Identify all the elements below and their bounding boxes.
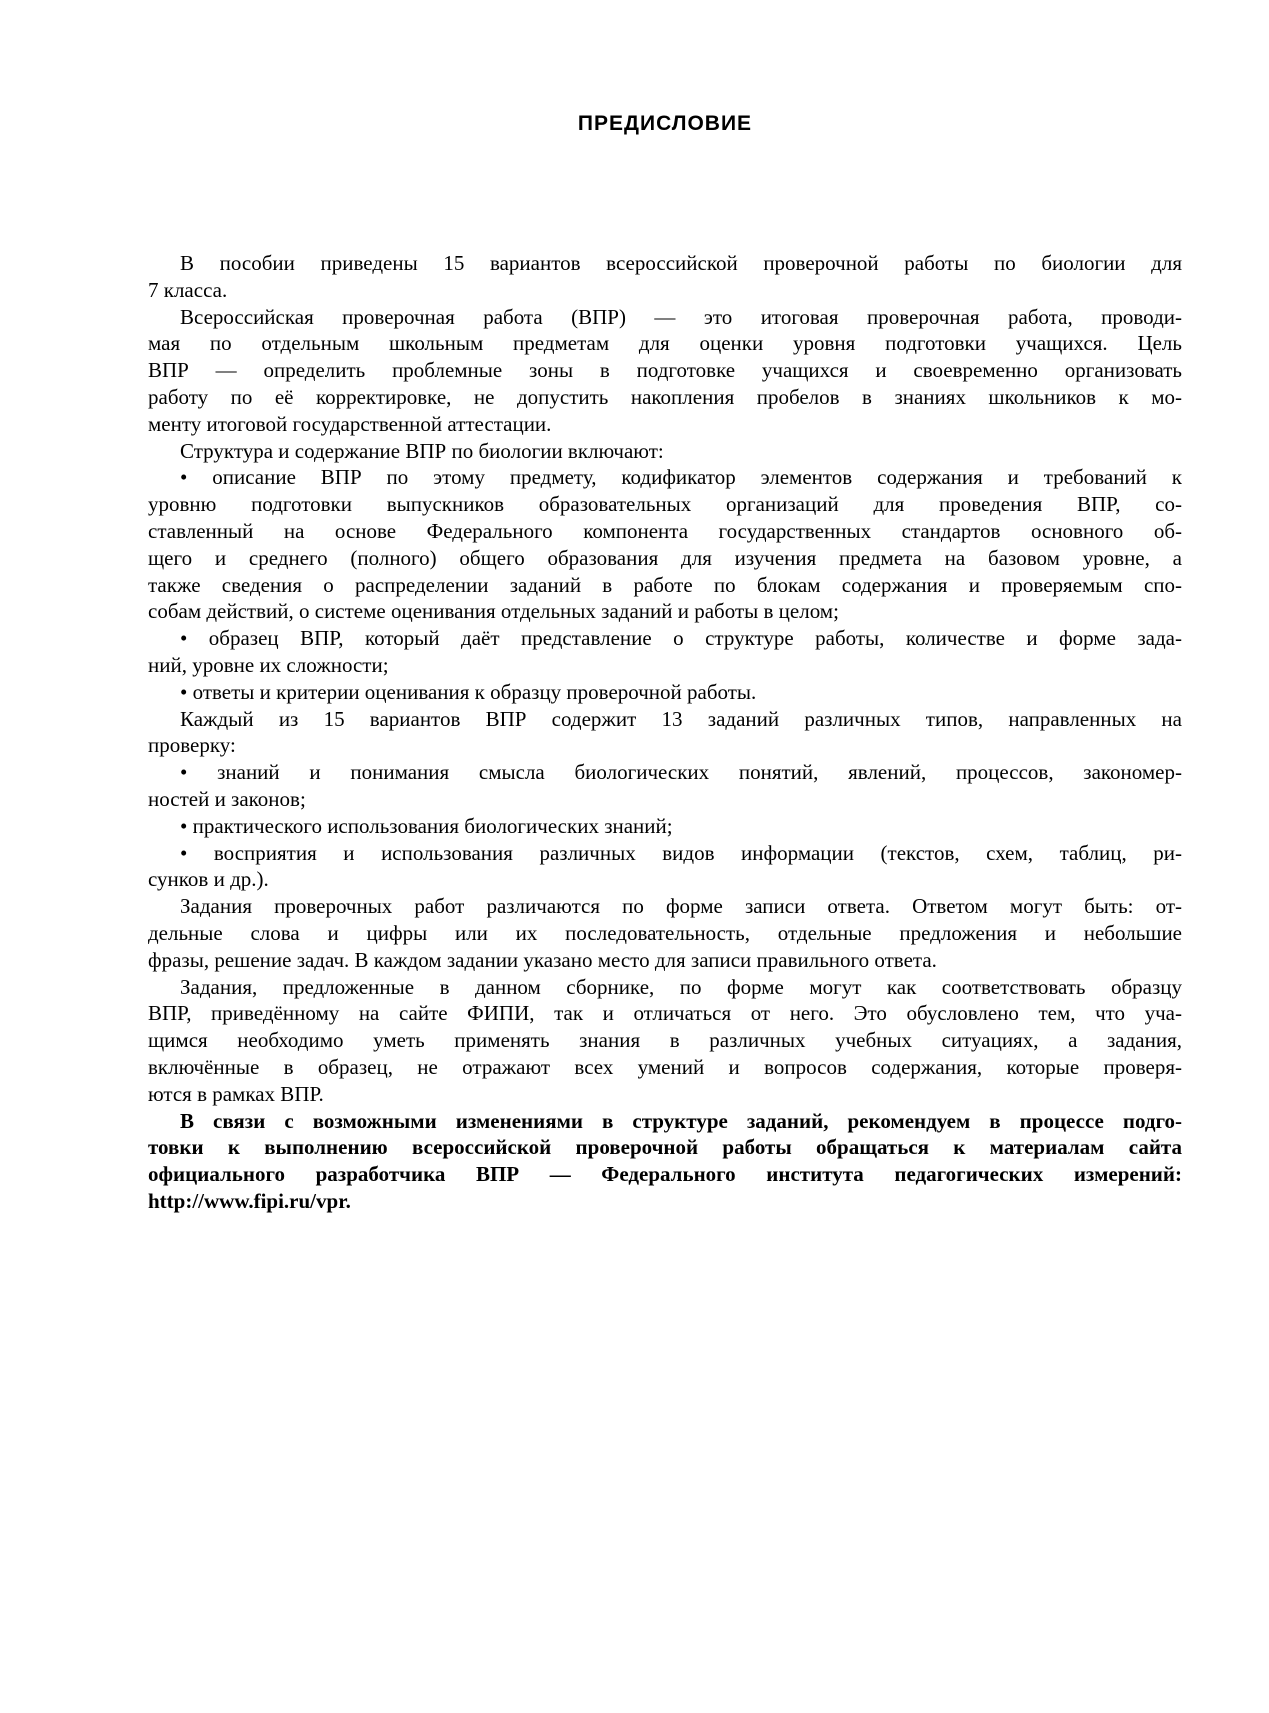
paragraph bbox=[148, 706, 1182, 760]
text-line: проверку: bbox=[148, 733, 236, 758]
paragraph bbox=[148, 679, 1182, 706]
text-line: щимся необходимо уметь применять знания в различных учебных ситуациях, а задания, bbox=[148, 1028, 1182, 1053]
text-line: В связи с возможными изменениями в структуре заданий, рекомендуем в процессе подго- bbox=[180, 1108, 1182, 1133]
paragraph bbox=[148, 759, 1182, 813]
paragraph bbox=[148, 464, 1182, 625]
text-line: уровню подготовки выпускников образовательных организаций для проведения ВПР, со- bbox=[148, 492, 1182, 517]
paragraph bbox=[148, 1108, 1182, 1215]
text-line: дельные слова и цифры или их последовательность, отдельные предложения и небольшие bbox=[148, 920, 1182, 945]
text-line: Каждый из 15 вариантов ВПР содержит 13 заданий различных типов, направленных на bbox=[180, 706, 1182, 731]
text-line: • ответы и критерии оценивания к образцу проверочной работы. bbox=[180, 679, 757, 704]
text-line: мая по отдельным школьным предметам для оценки уровня подготовки учащихся. Цель bbox=[148, 331, 1182, 356]
paragraph bbox=[148, 974, 1182, 1108]
text-line: • описание ВПР по этому предмету, кодификатор элементов содержания и требований к bbox=[180, 465, 1182, 490]
paragraph bbox=[148, 304, 1182, 438]
text-line: товки к выполнению всероссийской проверочной работы обращаться к материалам сайта bbox=[148, 1135, 1182, 1160]
text-line: работу по её корректировке, не допустить накопления пробелов в знаниях школьников к мо- bbox=[148, 384, 1182, 409]
text-line: 7 класса. bbox=[148, 277, 228, 302]
text-line: ностей и законов; bbox=[148, 786, 306, 811]
body-text bbox=[148, 250, 1182, 1215]
paragraph bbox=[148, 438, 1182, 465]
paragraph bbox=[148, 893, 1182, 973]
text-line: ВПР, приведённому на сайте ФИПИ, так и отличаться от него. Это обусловлено тем, что уча- bbox=[148, 1001, 1182, 1026]
text-line: менту итоговой государственной аттестации. bbox=[148, 411, 552, 436]
paragraph bbox=[148, 840, 1182, 894]
text-line: ются в рамках ВПР. bbox=[148, 1081, 324, 1106]
text-line: http://www.fipi.ru/vpr. bbox=[148, 1188, 351, 1213]
text-line: Задания, предложенные в данном сборнике, по форме могут как соответствовать образцу bbox=[180, 974, 1182, 999]
text-line: включённые в образец, не отражают всех умений и вопросов содержания, которые проверя- bbox=[148, 1054, 1182, 1079]
text-line: Структура и содержание ВПР по биологии включают: bbox=[180, 438, 664, 463]
text-line: официального разработчика ВПР — Федерального института педагогических измерений: bbox=[148, 1162, 1182, 1187]
text-line: • образец ВПР, который даёт представление о структуре работы, количестве и форме зада- bbox=[180, 626, 1182, 651]
text-line: также сведения о распределении заданий в работе по блокам содержания и проверяемым спо- bbox=[148, 572, 1182, 597]
text-line: • восприятия и использования различных видов информации (текстов, схем, таблиц, ри- bbox=[180, 840, 1182, 865]
text-line: Всероссийская проверочная работа (ВПР) — это итоговая проверочная работа, проводи- bbox=[180, 304, 1182, 329]
text-line: Задания проверочных работ различаются по форме записи ответа. Ответом могут быть: от- bbox=[180, 894, 1182, 919]
text-line: собам действий, о системе оценивания отдельных заданий и работы в целом; bbox=[148, 599, 839, 624]
text-line: • практического использования биологических знаний; bbox=[180, 813, 673, 838]
text-line: ний, уровне их сложности; bbox=[148, 652, 389, 677]
text-line: • знаний и понимания смысла биологических понятий, явлений, процессов, закономер- bbox=[180, 760, 1182, 785]
text-line: ставленный на основе Федерального компонента государственных стандартов основного об- bbox=[148, 518, 1182, 543]
text-line: фразы, решение задач. В каждом задании указано место для записи правильного ответа. bbox=[148, 947, 937, 972]
text-line: щего и среднего (полного) общего образования для изучения предмета на базовом уровне, а bbox=[148, 545, 1182, 570]
text-line: сунков и др.). bbox=[148, 867, 269, 892]
paragraph bbox=[148, 625, 1182, 679]
paragraph bbox=[148, 813, 1182, 840]
text-line: ВПР — определить проблемные зоны в подготовке учащихся и своевременно организовать bbox=[148, 358, 1182, 383]
text-line: В пособии приведены 15 вариантов всероссийской проверочной работы по биологии для bbox=[180, 251, 1182, 275]
page-title: ПРЕДИСЛОВИЕ bbox=[577, 112, 753, 135]
paragraph bbox=[148, 250, 1182, 304]
